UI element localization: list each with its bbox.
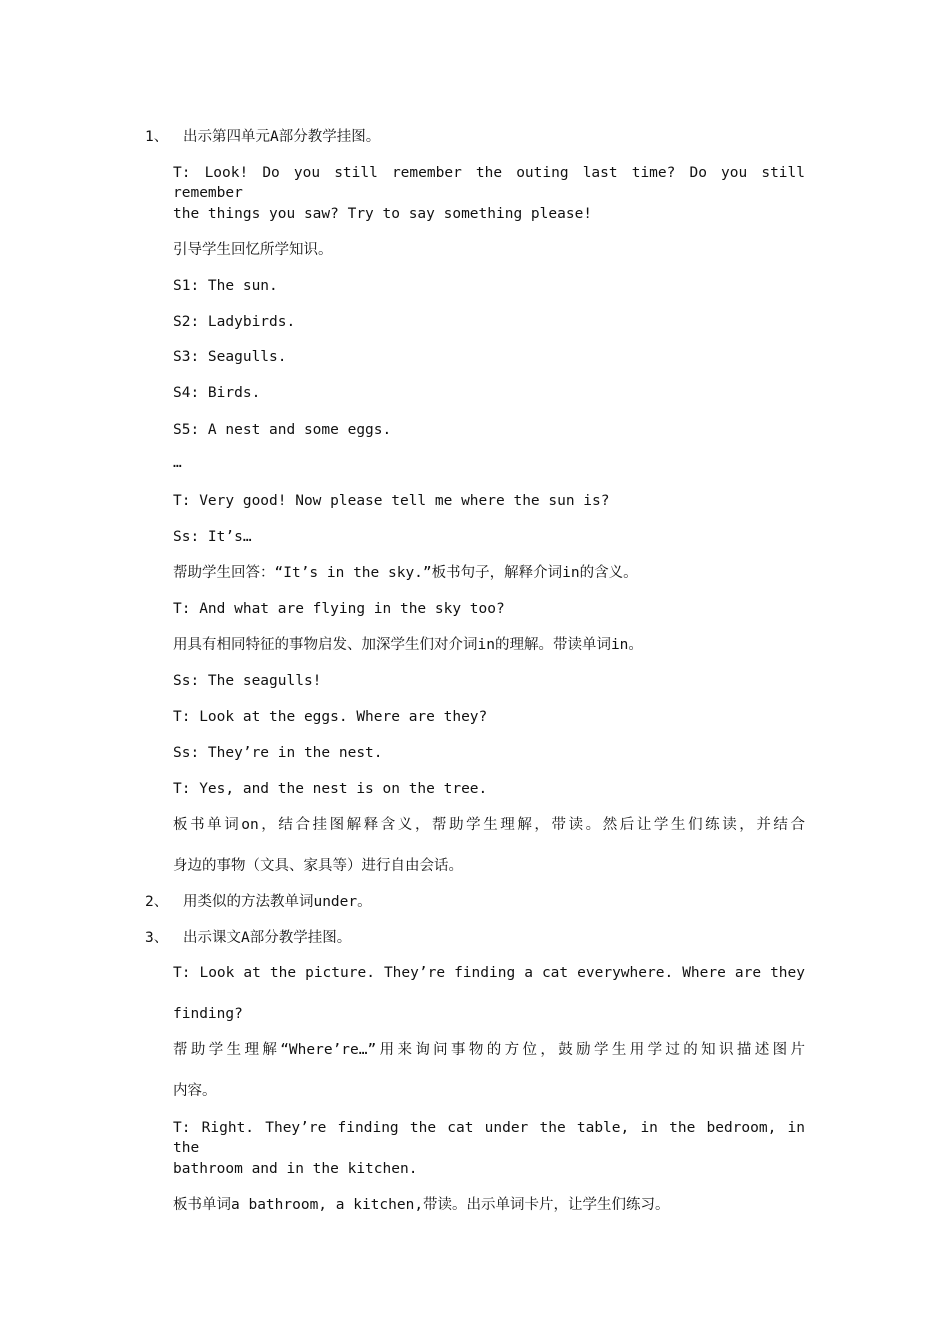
teacher-line: T: Look! Do you still remember the outing last time? Do you still remember — [173, 165, 805, 201]
item-number: 1、 — [145, 129, 169, 145]
instruction-note-cont: 内容。 — [173, 1083, 217, 1099]
student-line: S1: The sun. — [173, 278, 278, 294]
student-line: S4: Birds. — [173, 385, 261, 401]
student-line: S3: Seagulls. — [173, 349, 287, 365]
student-line: S5: A nest and some eggs. — [173, 422, 392, 438]
item-2 — [145, 892, 372, 912]
item-3 — [145, 928, 351, 948]
students-line: Ss: They’re in the nest. — [173, 745, 383, 761]
teacher-line-cont: finding? — [173, 1006, 243, 1022]
ellipsis: … — [173, 455, 182, 471]
instruction-note-cont: 身边的事物（文具、家具等）进行自由会话。 — [173, 858, 463, 874]
item-text: 用类似的方法教单词under。 — [182, 894, 372, 910]
instruction-note: 引导学生回忆所学知识。 — [173, 242, 333, 258]
item-number: 2、 — [145, 894, 169, 910]
teacher-line: T: Very good! Now please tell me where the sun is? — [173, 493, 610, 509]
instruction-note: 用具有相同特征的事物启发、加深学生们对介词in的理解。带读单词in。 — [173, 637, 643, 653]
teacher-line: T: Right. They’re finding the cat under the table, in the bedroom, in the — [173, 1120, 805, 1156]
item-1 — [145, 127, 380, 147]
teacher-line: T: Look at the picture. They’re finding a cat everywhere. Where are they — [173, 965, 805, 981]
item-text: 出示课文A部分教学挂图。 — [182, 930, 352, 946]
teacher-line: T: Yes, and the nest is on the tree. — [173, 781, 488, 797]
instruction-note: 帮助学生回答：“It’s in the sky.”板书句子，解释介词in的含义。 — [173, 565, 638, 581]
teacher-line-cont: bathroom and in the kitchen. — [173, 1161, 418, 1177]
student-line: S2: Ladybirds. — [173, 314, 296, 330]
teacher-line: T: And what are flying in the sky too? — [173, 601, 505, 617]
item-number: 3、 — [145, 930, 169, 946]
teacher-line-cont: the things you saw? Try to say something please! — [173, 206, 593, 222]
students-line: Ss: The seagulls! — [173, 673, 322, 689]
instruction-note: 帮助学生理解“Where’re…”用来询问事物的方位，鼓励学生用学过的知识描述图片 — [173, 1042, 805, 1058]
instruction-note: 板书单词a bathroom, a kitchen,带读。出示单词卡片，让学生们练习。 — [173, 1197, 670, 1213]
item-text: 出示第四单元A部分教学挂图。 — [182, 129, 381, 145]
teacher-line: T: Look at the eggs. Where are they? — [173, 709, 488, 725]
students-line: Ss: It’s… — [173, 529, 252, 545]
instruction-note: 板书单词on，结合挂图解释含义，帮助学生理解，带读。然后让学生们练读，并结合 — [173, 817, 805, 833]
